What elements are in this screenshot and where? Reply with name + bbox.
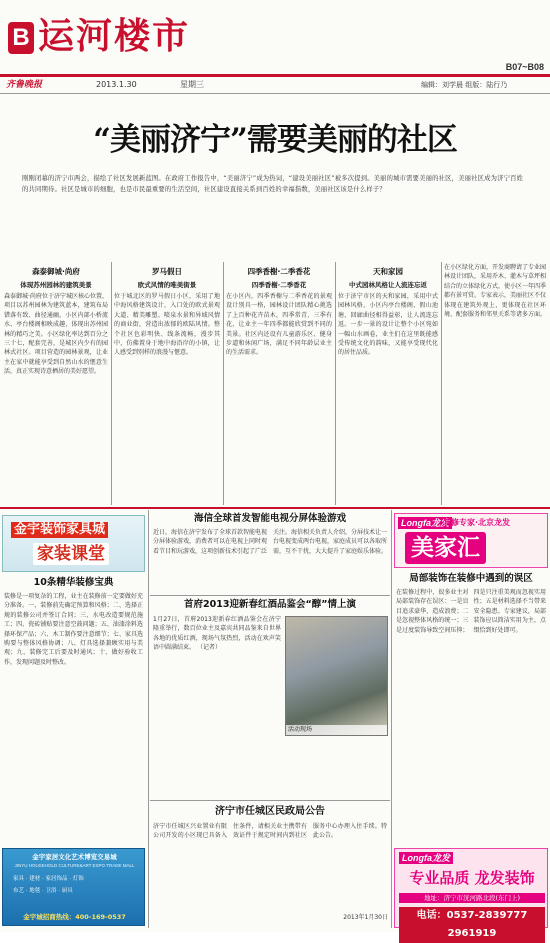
longfa-ad-phone: 电话：0537-2839777 2961919 [399,907,545,943]
meijiahui-title: 美家汇 [405,532,486,564]
expo-mall-name: 金宇家居文化艺术博览交易城 [32,853,117,861]
subhead-siji-desc: 四季香榭·二季香花 [251,281,307,289]
article-column-1 [4,263,108,503]
column-1-text: 森泰御城·尚府位于济宁城区核心位置，项目以苏州园林为建筑蓝本，建筑布局错落有致、曲径通幽，小区内部小桥流水、亭台楼阁相映成趣，体现出苏州园林的精巧之美。小区绿化率达到百分之三十七，配套完善，是城区内少有的园林式社区。项目营造的园林景观，让业主在家中就能享受到自然山水的惬意生活，真正实现诗意栖居的美好愿望。 [4,293,108,376]
longfa-logo: Longfa龙发 [398,517,452,529]
longfa-ad-logo: Longfa龙发 [399,852,453,864]
longfa-slogan: 装修专家·北京龙发 [443,518,511,527]
issue-date: 2013.1.30 [96,80,137,89]
article-column-2 [114,263,220,503]
middle-article-text: 近日，海信在济宁发布了全球首款智能电视分屏体验游戏，消费者可以在电视上同时观看节目和玩游戏，这项创新技术引起了广泛关注。海信相关负责人介绍，分屏技术让一台电视变成两台电视，家庭成员可以各取所需，互不干扰，大大提升了家庭娱乐体验。 [153,529,388,555]
notice-text: 济宁市任城区兴业置业有限公司开发的小区现已具备入住条件，请相关业主携带有效证件于规定时间内到社区服务中心办理入住手续。特此公告。 [153,823,387,840]
furniture-mall-ad[interactable] [2,515,145,572]
column-2-text: 位于城北区的罗马假日小区，采用了地中海风格建筑设计，入口处的欧式景观大道、精美雕塑、喷泉水景和异域风情的商业街，营造出浓郁的欧陆风情。整个社区色彩明快、线条流畅，漫步其中，仿佛置身于地中海沿岸的小镇，让人感受到别样的浪漫与惬意。 [114,293,220,357]
right-article-text: 在装修过程中，很多业主对局部装饰存在误区：一是盲目追求豪华，造成浪费；二是忽视整体风格的统一；三是过度装饰导致空间压抑；四是只注重美观而忽视实用性；五是材料选择不当带来安全隐患。专家建议，局部装饰应以简洁实用为主，点缀恰到好处即可。 [396,589,546,634]
column-3-text: 在小区内，四季香榭与二季香花的景观设计别具一格，园林设计团队精心挑选了上百种花卉苗木，四季常青、三季有花，让业主一年四季都能欣赏到不同的美景。社区内还设有儿童游乐区、健身步道和休闲广场，满足不同年龄层业主的生活需求。 [226,293,332,357]
meeting-article-text [153,615,281,795]
expo-mall-line-2: 布艺 · 地毯 · 卫浴 · 厨具 [13,888,73,894]
article-column-3 [226,263,332,503]
header-divider [0,93,550,94]
page-number: B07~B08 [505,62,544,72]
meeting-article-continued [285,742,388,797]
column-divider [335,262,336,505]
subhead-sentai-desc: 体现苏州园林的建筑美景 [20,281,92,289]
issue-weekday: 星期三 [180,80,204,89]
column-title: 运河楼市 [38,16,191,57]
column-divider [148,510,149,928]
left-article-title: 10条精华装修宝典 [33,577,114,588]
article-divider [150,595,390,596]
furniture-mall-ad-subtitle: 家装课堂 [33,543,109,565]
article-divider [150,800,390,801]
masthead [0,0,550,80]
subhead-roma: 罗马假日 [152,267,182,276]
publication-name: 齐鲁晚报 [6,80,43,90]
subhead-siji: 四季香榭·二季香花 [247,267,311,276]
expo-mall-hotline: 金宇城招商热线：400-169-0537 [23,913,126,921]
masthead-rule [0,74,550,77]
subhead-roma-desc: 欧式风情的唯美街景 [137,281,197,289]
article-column-4 [338,263,438,503]
section-divider [0,507,550,509]
section-badge: B [8,22,34,54]
longfa-meijiahui-ad[interactable] [394,513,548,568]
expo-mall-english: JINYU HOUSEHOLD CULTURE&ART EXPO TRADE MALL [14,863,135,868]
subhead-sentai: 森泰御城·尚府 [32,267,80,276]
event-photo-caption: 活动现场 [286,725,387,735]
subhead-tianhe-desc: 中式园林风格让人流连忘返 [349,281,427,289]
column-divider [391,510,392,928]
column-5-text: 在小区绿化方面，开发商聘请了专业园林设计团队，采用乔木、灌木与草坪相结合的立体绿化方式，使小区一年四季都有景可赏。专家表示，美丽社区不仅体现在建筑外观上，更体现在社区环境、配套服务和邻里关系等诸多方面。 [444,264,547,319]
subhead-tianhe: 天和家园 [373,267,403,276]
column-divider [111,262,112,505]
meeting-article-title: 首府2013迎新春红酒品鉴会“醇”情上演 [184,599,356,610]
meeting-article-body: 1月27日，首府2013迎新春红酒品鉴会在济宁隆重举行，数百位业主及嘉宾共同品鉴来自世界各地的优质红酒，现场气氛热烈，活动在欢声笑语中圆满结束。 [153,616,281,652]
column-divider [441,262,442,505]
right-article-title: 局部装饰在装修中遇到的误区 [409,573,533,584]
longfa-ad-title: 专业品质 龙发装饰 [409,869,535,887]
notice-date: 2013年1月30日 [343,914,388,921]
page-headline: “美丽济宁”需要美丽的社区 [93,122,457,158]
column-4-text: 位于济宁市区的天和家园，采用中式园林风格，小区内亭台楼阁、假山池塘、回廊曲径相得益彰，让人流连忘返。一步一景的设计让整个小区宛如一幅山水画卷，业主们在这里既能感受传统文化的韵味，又能享受现代化的居住品质。 [338,293,438,357]
expo-mall-ad[interactable] [2,848,145,926]
editor-credit: 编辑：刘学晨 组版：陆行乃 [421,81,508,89]
lead-paragraph: 刚刚闭幕的济宁市两会，描绘了社区发展新蓝图。在政府工作报告中，“美丽济宁”成为热词，“建设美丽社区”被多次提到。美丽的城市需要美丽的社区，美丽社区成为济宁百姓的共同期待。社区是城市的细胞，也是市民最重要的生活空间，社区建设直接关系到百姓的幸福指数，美丽社区该是什么样子？ [22,175,524,193]
longfa-ad-address: 地址：济宁市洸河路北段(东门上) [399,893,545,903]
article-column-5 [444,263,546,503]
left-article-text: 装修是一项复杂的工程，业主在装修前一定要做好充分准备。一、装修前先确定预算和风格；二、选择正规的装修公司并签订合同；三、水电改造要规范施工；四、瓷砖铺贴要注意空鼓问题；五、油漆涂料选择环保产品；六、木工制作要注意细节；七、家具选购要与整体风格协调；八、灯具选择兼顾实用与美观；九、装修完工后要及时通风；十、做好验收工作，发现问题及时整改。 [4,593,143,666]
notice-title: 济宁市任城区民政局公告 [215,806,325,817]
meeting-reporter: （记者） [196,644,221,652]
expo-mall-line-1: 家具 · 建材 · 家居饰品 · 灯饰 [13,876,84,882]
event-photo [285,616,388,736]
column-divider [223,262,224,505]
longfa-decoration-ad[interactable] [394,848,548,939]
furniture-mall-ad-title: 金宇装饰家具城 [11,522,108,538]
middle-article-title: 海信全球首发智能电视分屏体验游戏 [193,513,346,524]
